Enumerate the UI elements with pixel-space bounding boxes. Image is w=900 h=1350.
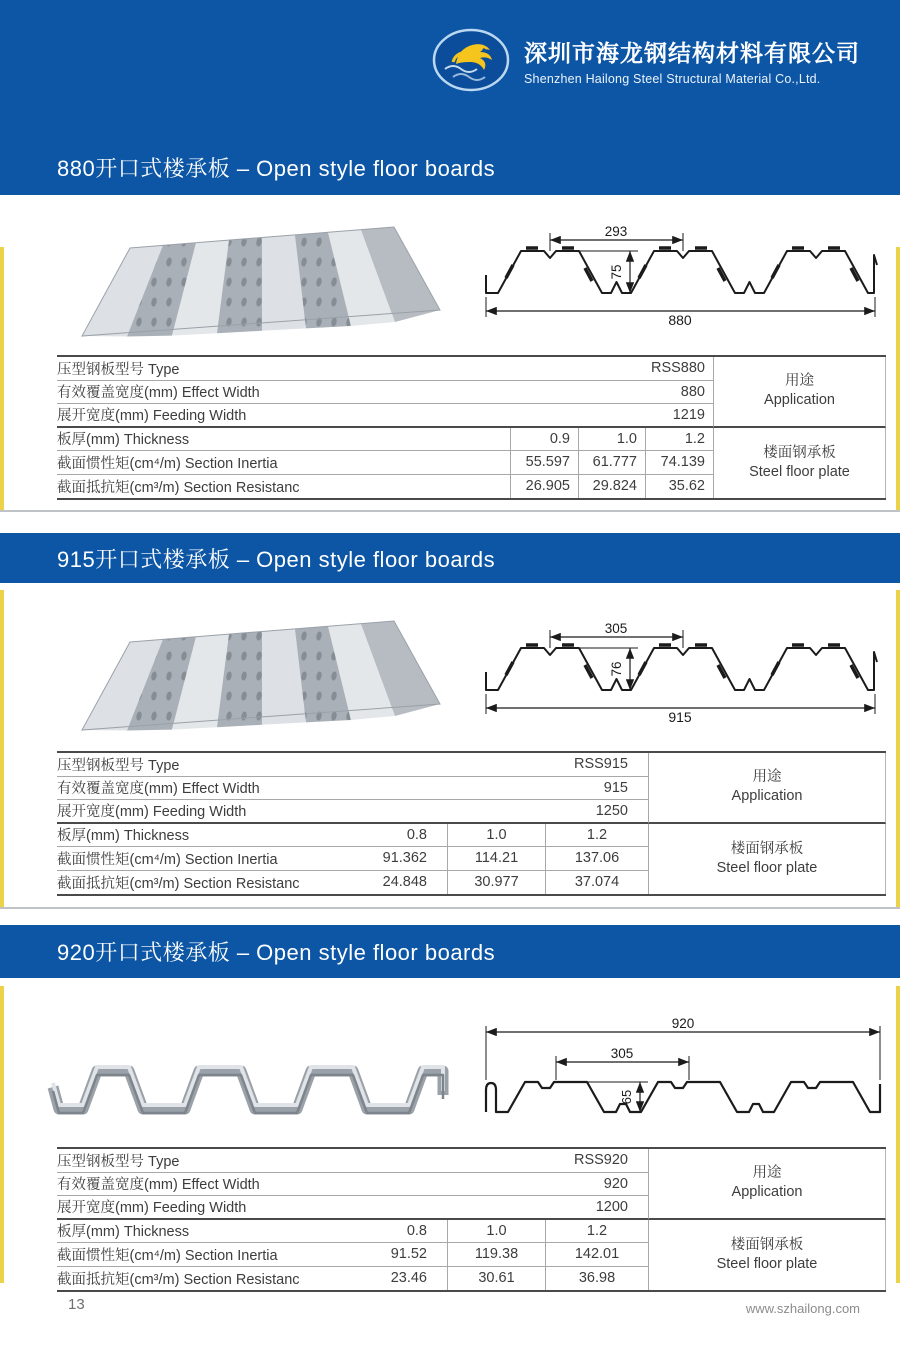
header-bar: [0, 0, 900, 195]
row-value: 37.074: [545, 871, 648, 895]
company-name-zh: 深圳市海龙钢结构材料有限公司: [524, 39, 860, 66]
row-label: 展开宽度(mm) Feeding Width: [57, 804, 247, 821]
row-value: 91.52: [390, 1246, 427, 1263]
dim-height: 76: [609, 661, 624, 677]
table-row: [57, 1243, 447, 1267]
row-label: 板厚(mm) Thickness: [57, 428, 510, 452]
row-value: 137.06: [545, 847, 648, 871]
table-row: [57, 357, 713, 381]
row-label: 展开宽度(mm) Feeding Width: [57, 1200, 247, 1217]
dim-pitch: 305: [610, 1046, 634, 1061]
profile-drawing-880: [478, 225, 890, 327]
row-value: 880: [680, 383, 705, 400]
row-label: 截面惯性矩(cm⁴/m) Section Inertia: [57, 1247, 278, 1264]
section-title-920: 920开口式楼承板 – Open style floor boards: [57, 940, 496, 965]
section-separator: [0, 907, 900, 909]
row-label: 截面惯性矩(cm⁴/m) Section Inertia: [57, 451, 510, 475]
row-value: 1.0: [578, 428, 645, 452]
row-label: 有效覆盖宽度(mm) Effect Width: [57, 385, 260, 402]
table-row: [57, 404, 713, 428]
application-value-cell: 楼面钢承板 Steel floor plate: [713, 428, 886, 499]
spec-table-920: [57, 1147, 886, 1292]
row-value: 1.2: [545, 1220, 648, 1244]
row-value: 1.2: [545, 824, 648, 848]
deck-photo-920: [45, 1025, 457, 1125]
table-row: [57, 1220, 447, 1244]
row-value: 55.597: [510, 451, 578, 475]
spec-table-915: [57, 751, 886, 896]
table-row: [57, 753, 648, 777]
edge-stripe-right: [896, 986, 900, 1283]
row-value: 30.61: [447, 1267, 545, 1291]
section-bar-915: [0, 533, 900, 583]
row-value: 0.8: [406, 826, 427, 843]
row-value: 1.2: [645, 428, 713, 452]
row-label: 截面惯性矩(cm⁴/m) Section Inertia: [57, 851, 278, 868]
row-value: 915: [603, 779, 628, 796]
deck-photo-880: [72, 216, 444, 350]
row-value: 35.62: [645, 475, 713, 499]
row-value: 1200: [595, 1198, 628, 1215]
brand: [432, 28, 860, 92]
row-value: 119.38: [447, 1243, 545, 1267]
table-row: [57, 824, 447, 848]
table-row: [57, 871, 447, 895]
application-header-cell: 用途 Application: [648, 753, 886, 824]
row-label: 压型钢板型号 Type: [57, 361, 180, 378]
row-value: RSS915: [573, 756, 628, 773]
row-value: 30.977: [447, 871, 545, 895]
row-label: 板厚(mm) Thickness: [57, 828, 190, 845]
table-row: [57, 847, 447, 871]
section-separator: [0, 510, 900, 512]
row-value: 1250: [595, 802, 628, 819]
row-value: 114.21: [447, 847, 545, 871]
footer-page-number: 13: [68, 1296, 85, 1313]
row-value: 920: [603, 1175, 628, 1192]
deck-photo-915: [72, 610, 444, 744]
company-logo: [432, 28, 510, 92]
edge-stripe-left: [0, 986, 4, 1283]
table-row: [57, 1149, 648, 1173]
row-label: 截面抵抗矩(cm³/m) Section Resistanc: [57, 875, 300, 892]
row-value: RSS880: [650, 360, 705, 377]
edge-stripe-left: [0, 590, 4, 907]
row-value: 1.0: [447, 1220, 545, 1244]
row-value: 1219: [672, 406, 705, 423]
dim-height: 75: [609, 264, 624, 280]
row-value: 36.98: [545, 1267, 648, 1291]
profile-drawing-920: [478, 1018, 893, 1130]
row-label: 有效覆盖宽度(mm) Effect Width: [57, 781, 260, 798]
table-row: [57, 381, 713, 405]
row-value: 23.46: [390, 1270, 427, 1287]
section-bar-920: [0, 925, 900, 978]
table-row: [57, 1173, 648, 1197]
row-value: RSS920: [573, 1152, 628, 1169]
edge-stripe-right: [896, 247, 900, 510]
table-row: [57, 777, 648, 801]
row-label: 截面抵抗矩(cm³/m) Section Resistanc: [57, 1271, 300, 1288]
row-value: 74.139: [645, 451, 713, 475]
row-value: 142.01: [545, 1243, 648, 1267]
row-value: 61.777: [578, 451, 645, 475]
row-label: 展开宽度(mm) Feeding Width: [57, 408, 247, 425]
dim-overall: 920: [671, 1018, 695, 1031]
row-value: 29.824: [578, 475, 645, 499]
company-name-en: Shenzhen Hailong Steel Structural Material Co.,Ltd.: [524, 71, 821, 86]
spec-table-880: [57, 355, 886, 500]
edge-stripe-right: [896, 590, 900, 907]
application-header-cell: 用途 Application: [648, 1149, 886, 1220]
row-value: 0.9: [510, 428, 578, 452]
row-value: 1.0: [447, 824, 545, 848]
brand-text: [524, 35, 860, 86]
dim-overall: 880: [668, 312, 692, 327]
row-label: 压型钢板型号 Type: [57, 757, 180, 774]
dim-overall: 915: [668, 709, 692, 724]
footer-website-link[interactable]: www.szhailong.com: [745, 1301, 860, 1316]
row-label: 压型钢板型号 Type: [57, 1153, 180, 1170]
row-label: 截面抵抗矩(cm³/m) Section Resistanc: [57, 479, 300, 496]
profile-drawing-915: [478, 622, 890, 724]
row-label: 板厚(mm) Thickness: [57, 1224, 190, 1241]
dim-pitch: 305: [604, 622, 628, 636]
table-row: [57, 800, 648, 824]
row-value: 0.8: [406, 1222, 427, 1239]
row-value: 24.848: [382, 874, 427, 891]
edge-stripe-left: [0, 247, 4, 510]
row-label: 有效覆盖宽度(mm) Effect Width: [57, 1177, 260, 1194]
table-row: [57, 1196, 648, 1220]
section-title-880: 880开口式楼承板 – Open style floor boards: [57, 156, 496, 181]
row-value: 26.905: [510, 475, 578, 499]
application-header-cell: 用途 Application: [713, 357, 886, 428]
section-title-915: 915开口式楼承板 – Open style floor boards: [57, 546, 496, 572]
table-row: [57, 1267, 447, 1291]
dim-pitch: 293: [604, 225, 628, 239]
dim-height: 65: [619, 1089, 634, 1105]
row-value: 91.362: [382, 850, 427, 867]
application-value-cell: 楼面钢承板 Steel floor plate: [648, 1220, 886, 1291]
application-value-cell: 楼面钢承板 Steel floor plate: [648, 824, 886, 895]
